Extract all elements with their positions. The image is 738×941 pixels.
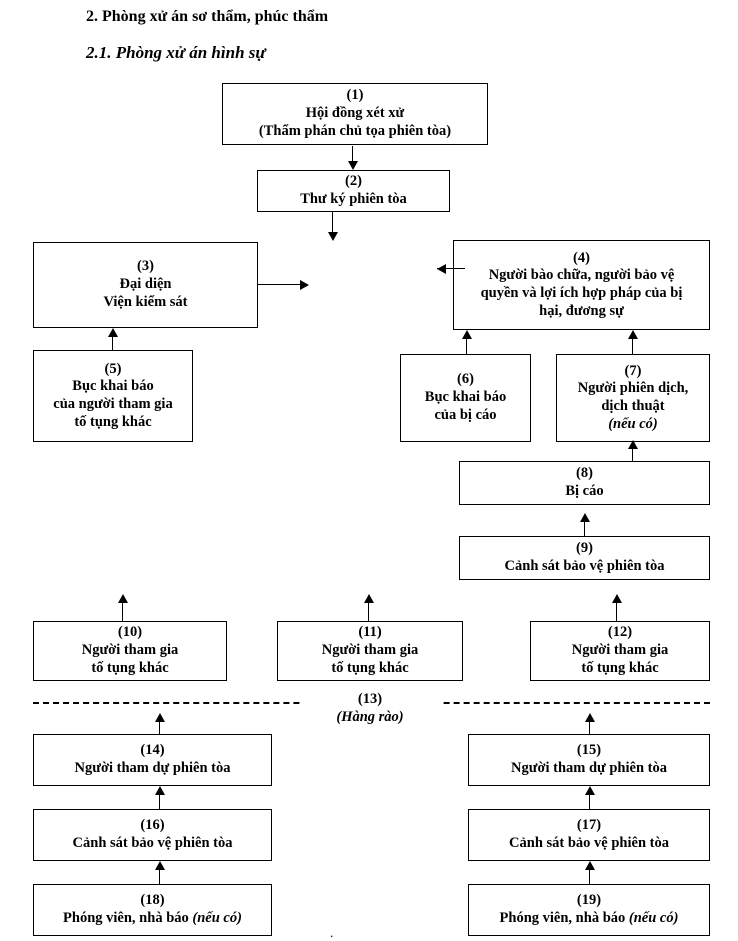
arrow-3-right-line [258, 284, 304, 285]
arrow-15-up-head [585, 713, 595, 722]
fence-label: (Hàng rào) [336, 709, 404, 725]
arrow-9-to-8-head [580, 513, 590, 522]
page-title: 2. Phòng xử án sơ thẩm, phúc thẩm [86, 8, 329, 25]
node-16-number: (16) [140, 817, 165, 834]
node-17 [468, 809, 710, 861]
node-10-line-2: tố tụng khác [91, 659, 169, 676]
node-4-line-3: hại, đương sự [539, 302, 624, 319]
node-6-line-2: của bị cáo [434, 406, 497, 423]
node-15-number: (15) [576, 742, 602, 759]
node-11-number: (11) [358, 624, 382, 641]
node-4-line-2: quyền và lợi ích hợp pháp của bị [480, 285, 683, 301]
node-12-line-1: Người tham gia [571, 642, 669, 659]
node-19-line-1 [500, 910, 679, 928]
node-7-line-1: Người phiên dịch, [577, 380, 689, 397]
node-15-line-1: Người tham dự phiên tòa [511, 760, 667, 776]
node-7-line-2: dịch thuật [601, 398, 665, 414]
node-10-number: (10) [117, 624, 143, 641]
node-5-line-1: Bục khai báo [72, 378, 154, 395]
node-14 [33, 734, 272, 786]
node-4 [453, 240, 710, 330]
arrow-18-to-16-head [155, 861, 165, 870]
node-7-number: (7) [624, 362, 642, 379]
node-4-line-1: Người bào chữa, người bảo vệ [488, 267, 675, 284]
node-1-number: (1) [346, 87, 364, 104]
node-9-number: (9) [576, 540, 593, 557]
node-10-line-1: Người tham gia [81, 642, 179, 659]
arrow-17-to-15-head [585, 786, 595, 795]
node-4-number: (4) [573, 249, 590, 266]
node-5 [33, 350, 193, 442]
node-8-line-1: Bị cáo [565, 483, 604, 499]
arrow-16-to-14-head [155, 786, 165, 795]
arrow-6-to-4-head [462, 330, 472, 339]
node-12 [530, 621, 710, 681]
node-1-line-1: Hội đồng xét xử [305, 105, 405, 122]
node-15 [468, 734, 710, 786]
fence-number: (13) [300, 691, 440, 708]
arrow-10-up-head [118, 594, 128, 603]
node-14-line-1: Người tham dự phiên tòa [74, 760, 231, 776]
arrow-19-to-17-head [585, 861, 595, 870]
arrow-5-to-3-head [108, 328, 118, 337]
node-12-line-2: tố tụng khác [581, 659, 659, 676]
node-18-optional: (nếu có) [192, 910, 242, 926]
node-10 [33, 621, 227, 681]
node-3 [33, 242, 258, 328]
node-1 [222, 83, 488, 145]
node-6 [400, 354, 531, 442]
arrow-1-to-2-head [348, 161, 358, 170]
node-1-line-2: (Thẩm phán chủ tọa phiên tòa) [258, 122, 452, 139]
node-18-line-1 [63, 910, 242, 928]
arrow-3-right-head [300, 280, 309, 290]
page-artifact-dot: . [330, 925, 334, 940]
node-11-line-1: Người tham gia [321, 642, 419, 659]
node-19-optional: (nếu có) [628, 910, 679, 926]
arrow-into-4-head [437, 264, 446, 274]
node-5-line-2: của người tham gia [53, 396, 173, 412]
arrow-12-up-head [612, 594, 622, 603]
node-11-line-2: tố tụng khác [331, 659, 409, 676]
node-17-line-1: Cảnh sát bảo vệ phiên tòa [509, 835, 669, 851]
node-7 [556, 354, 710, 442]
node-7-optional: (nếu có) [608, 415, 658, 432]
node-3-line-2: Viện kiểm sát [103, 293, 188, 310]
node-3-line-1: Đại diện [119, 276, 172, 293]
node-18-number: (18) [140, 892, 165, 909]
node-19 [468, 884, 710, 936]
node-19-text: Phóng viên, nhà báo [499, 910, 626, 926]
arrow-7-to-4-head [628, 330, 638, 339]
node-5-line-3: tố tụng khác [74, 413, 152, 430]
node-3-number: (3) [137, 258, 154, 275]
node-9-line-1: Cảnh sát bảo vệ phiên tòa [504, 558, 665, 574]
node-16-line-1: Cảnh sát bảo vệ phiên tòa [72, 835, 233, 851]
node-9 [459, 536, 710, 580]
node-19-number: (19) [576, 892, 602, 909]
node-17-number: (17) [576, 817, 602, 834]
section-title: 2.1. Phòng xử án hình sự [86, 43, 266, 62]
arrow-8-to-7-head [628, 440, 638, 449]
node-2 [257, 170, 450, 212]
node-6-line-1: Bục khai báo [424, 389, 507, 406]
node-5-number: (5) [104, 360, 122, 377]
node-16 [33, 809, 272, 861]
node-6-number: (6) [457, 371, 474, 388]
node-2-number: (2) [345, 173, 362, 190]
node-8 [459, 461, 710, 505]
node-8-number: (8) [576, 465, 593, 482]
arrow-14-up-head [155, 713, 165, 722]
arrow-2-down-head [328, 232, 338, 241]
node-11 [277, 621, 463, 681]
node-14-number: (14) [140, 742, 165, 759]
arrow-11-up-head [364, 594, 374, 603]
node-18-text: Phóng viên, nhà báo [63, 910, 189, 926]
node-12-number: (12) [607, 624, 633, 641]
node-18 [33, 884, 272, 936]
node-2-line-1: Thư ký phiên tòa [300, 191, 407, 207]
